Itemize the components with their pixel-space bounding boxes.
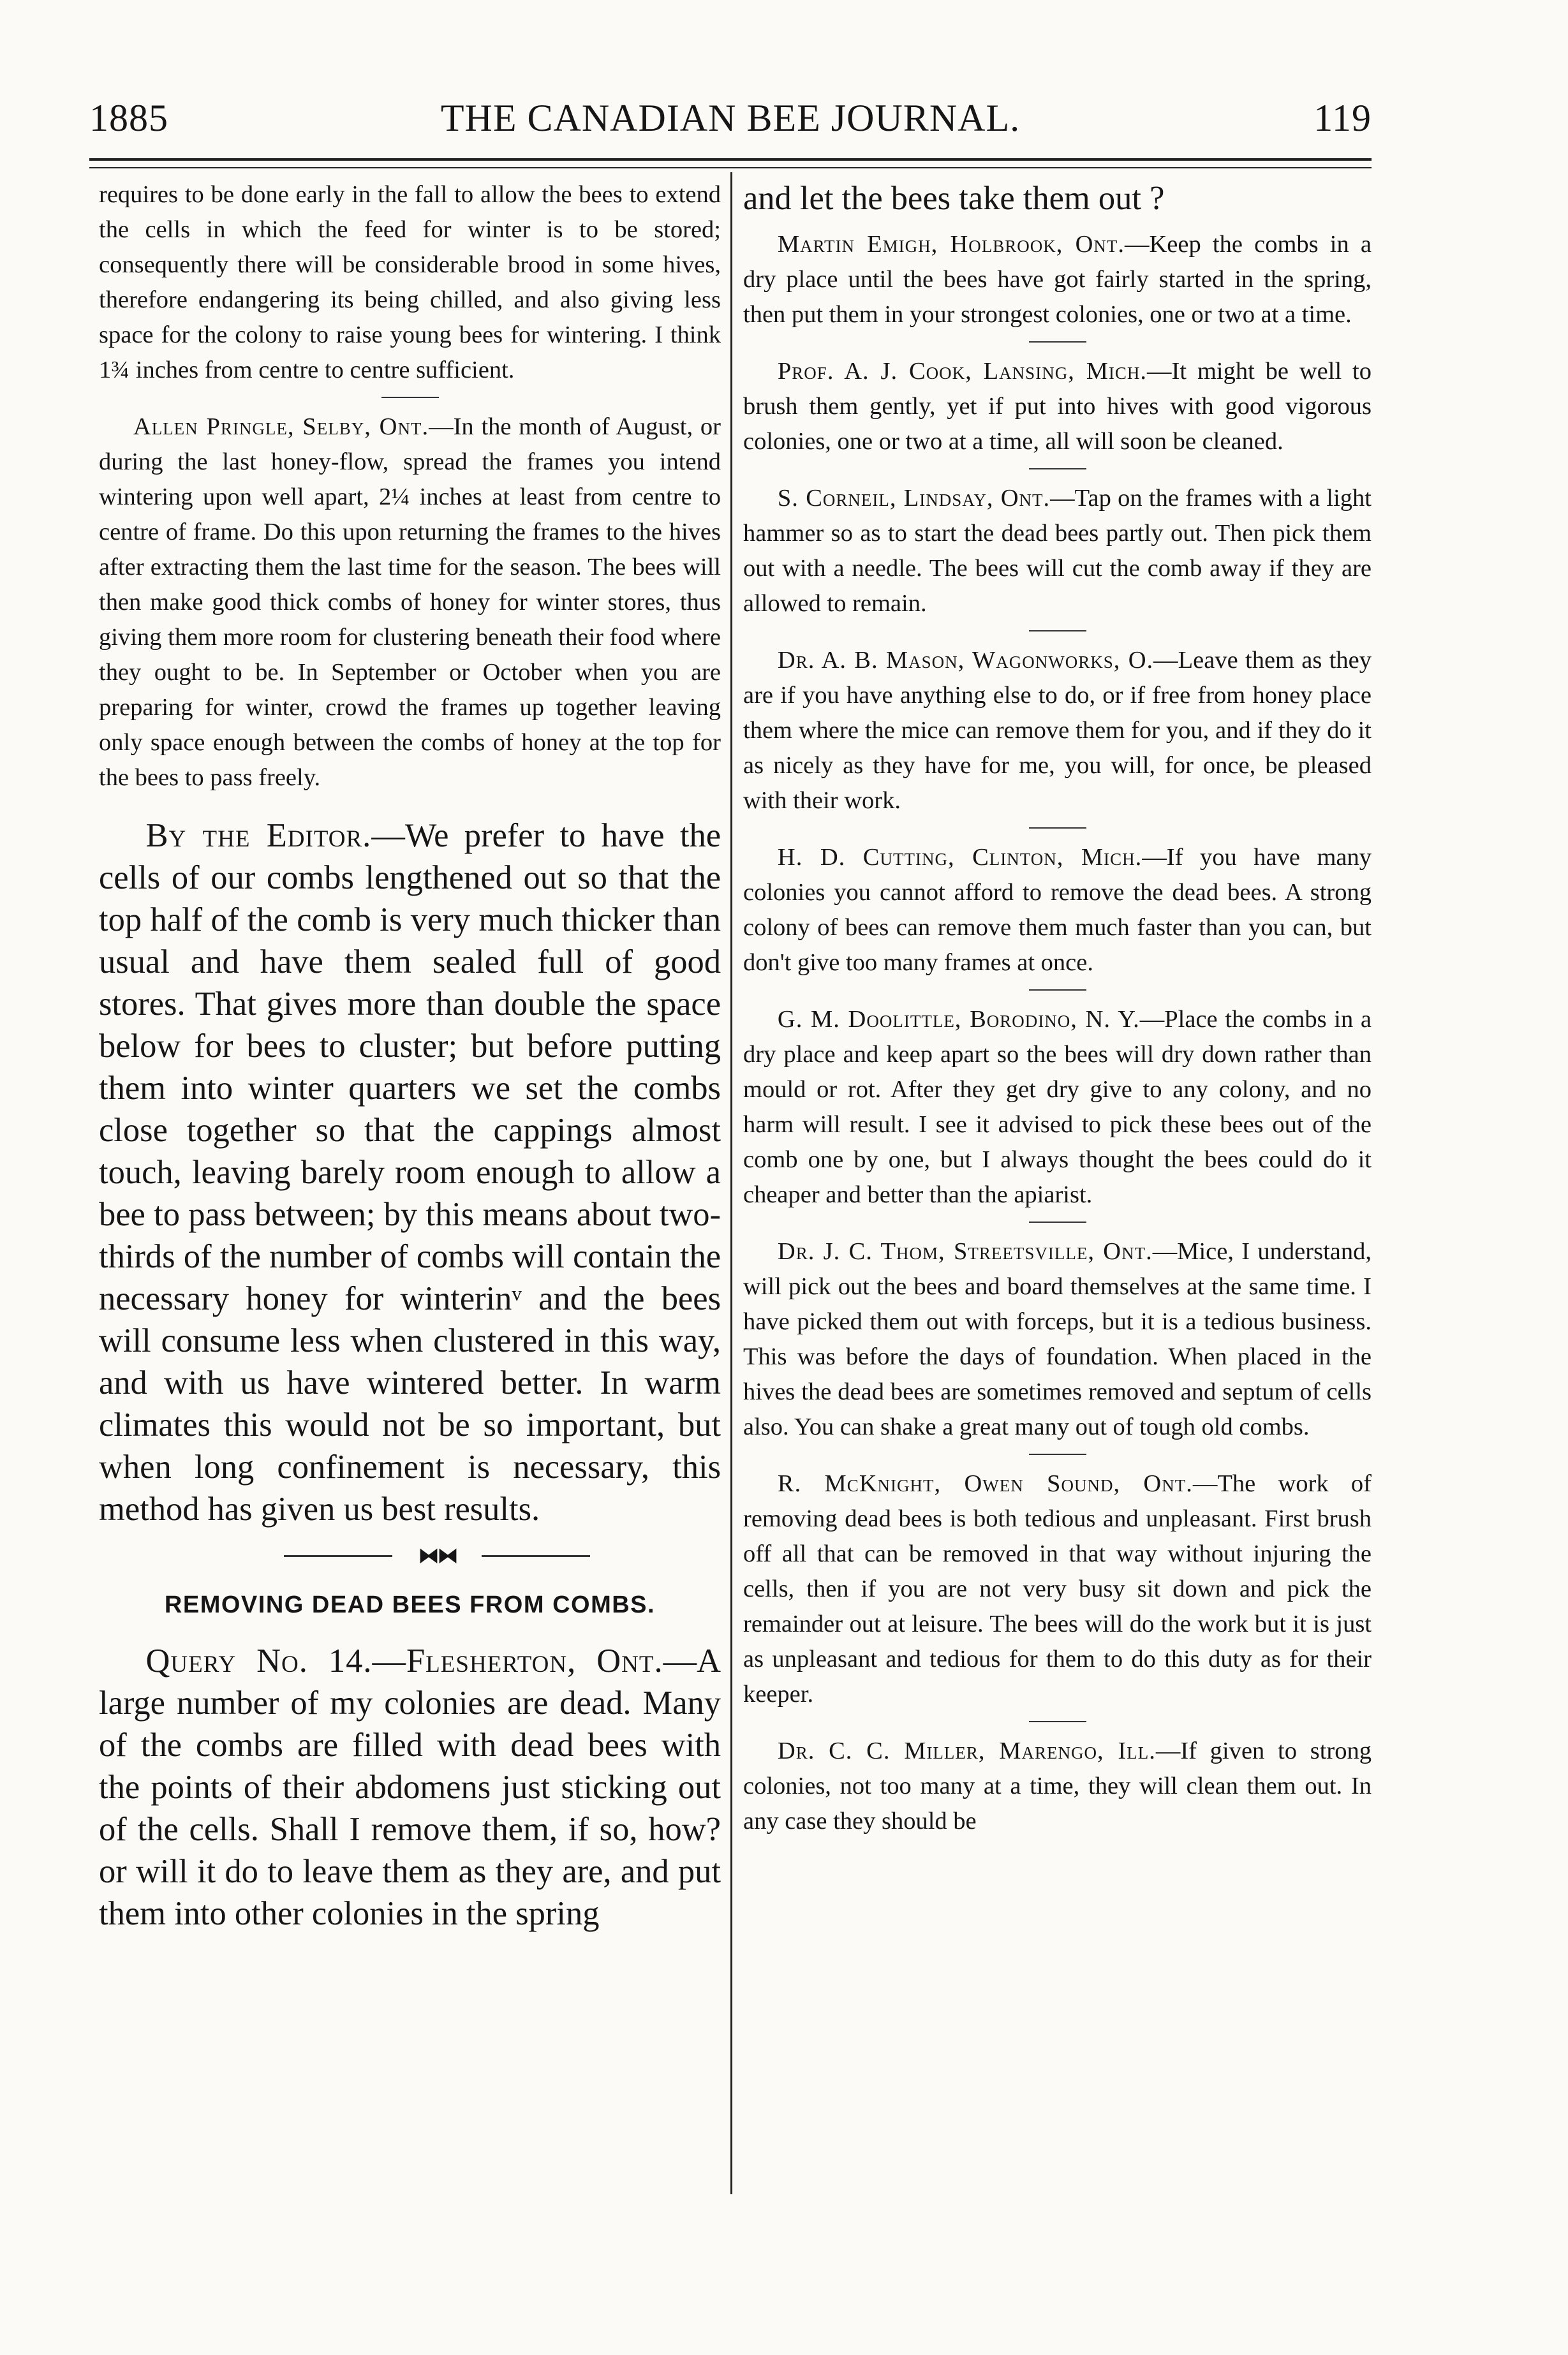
answer-text: —If given to strong colonies, not too many at a time, they will clean them out. In any case they should be	[743, 1738, 1372, 1835]
query-label: Query No. 14.—Flesherton, Ont.	[145, 1643, 663, 1680]
respondent-name: Allen Pringle, Selby, Ont.	[133, 413, 429, 440]
respondent-name: Dr. J. C. Thom, Streetsville, Ont.	[777, 1238, 1153, 1265]
respondent-name: Prof. A. J. Cook, Lansing, Mich.	[777, 358, 1148, 385]
section-heading: REMOVING DEAD BEES FROM COMBS.	[164, 1591, 656, 1618]
left-column	[99, 177, 721, 1935]
answer-text: —Leave them as they are if you have anything else to do, or if free from honey place them where the mice can remove them for you, and if they do it as nicely as they have for me, you will, for once, be pleased with their work.	[743, 647, 1372, 814]
respondent-name: S. Corneil, Lindsay, Ont.	[777, 485, 1051, 512]
answer-text: —The work of removing dead bees is both tedious and unpleasant. First brush off all that can be removed in that way without injuring the cells, then if you are not very busy sit down and pick the remainder out at leisure. The bees will do the work but it is just as unpleasant and tedious for them to do this duty as for their keeper.	[743, 1470, 1372, 1708]
answer-thom	[743, 1234, 1372, 1445]
answer-separator	[1029, 630, 1086, 631]
query-text: —A large number of my colonies are dead. Many of the combs are filled with dead bees with the points of their abdomens just sticking out of the cells. Shall I remove them, if so, how? or will it do to leave them as they are, and put them into other colonies in the spring	[99, 1643, 721, 1932]
respondent-name: R. McKnight, Owen Sound, Ont.	[777, 1470, 1193, 1497]
answer-text: —Tap on the frames with a light hammer so as to start the dead bees partly out. Then pick them out with a needle. The bees will cut the comb away if they are allowed to remain.	[743, 485, 1372, 617]
query-paragraph	[99, 1640, 721, 1935]
answer-cutting	[743, 840, 1372, 980]
answer-pringle	[99, 410, 721, 795]
respondent-name: G. M. Doolittle, Borodino, N. Y.	[777, 1006, 1140, 1033]
answer-text: —Mice, I understand, will pick out the bees and board themselves at the same time. I have picked them out with forceps, but it is a tedious business. This was before the days of foundation. When placed in the hives the dead bees are sometimes removed and septum of cells also. You can shake a great many out of tough old combs.	[743, 1238, 1372, 1440]
header-double-rule	[89, 158, 1372, 168]
respondent-name: Dr. C. C. Miller, Marengo, Ill.	[777, 1738, 1156, 1764]
answer-text: —In the month of August, or during the last honey-flow, spread the frames you intend wintering upon well apart, 2¼ inches at least from centre to centre of frame. Do this upon returning the frames to the hives after extracting them the last time for the season. The bees will then make good thick combs of honey for winter stores, thus giving them more room for clustering beneath their food where they ought to be. In September or October when you are preparing for winter, crowd the frames up together leaving only space enough between the combs of honey at the top for the bees to pass freely.	[99, 413, 721, 791]
editor-text: —We prefer to have the cells of our combs lengthened out so that the top half of the comb is very much thicker than usual and have them sealed full of good stores. That gives more than double the space below for bees to cluster; but before putting them into winter quarters we set the combs close together so that the cappings almost touch, leaving barely room enough to allow a bee to pass between; by this means about two-thirds of the number of combs will contain the necessary honey for winterinᵛ and the bees will consume less when clustered in this way, and with us have wintered better. In warm climates this would not be so important, but when long confinement is necessary, this method has given us best results.	[99, 817, 721, 1528]
answer-separator	[1029, 989, 1086, 991]
answer-corneil	[743, 481, 1372, 621]
answer-separator	[1029, 1222, 1086, 1223]
answer-text: —If you have many colonies you cannot afford to remove the dead bees. A strong colony of bees can remove them much faster than you can, but don't give too many frames at once.	[743, 844, 1372, 976]
answer-mcknight	[743, 1466, 1372, 1712]
header-year: 1885	[89, 97, 168, 139]
page-number: 119	[1313, 97, 1372, 139]
answer-separator	[1029, 1721, 1086, 1722]
answer-cook	[743, 354, 1372, 459]
respondent-name: Dr. A. B. Mason, Wagonworks, O.	[777, 647, 1154, 674]
editor-note	[99, 815, 721, 1530]
answer-text: —Place the combs in a dry place and keep apart so the bees will dry down rather than mould or rot. After they get dry give to any colony, and no harm will result. I see it advised to pick these bees out of the comb one by one, but I always thought the bees could do it cheaper and better than the apiarist.	[743, 1006, 1372, 1208]
editor-label: By the Editor.	[145, 817, 372, 854]
ornament-glyph: ⧓⧓	[418, 1544, 456, 1568]
section-ornament	[99, 1542, 721, 1571]
answer-doolittle	[743, 1002, 1372, 1213]
right-column	[743, 177, 1372, 1839]
journal-title: THE CANADIAN BEE JOURNAL.	[440, 97, 1021, 139]
answer-text: —Keep the combs in a dry place until the bees have got fairly started in the spring, then put them in your strongest colonies, one or two at a time.	[743, 231, 1372, 328]
continuation-paragraph: requires to be done early in the fall to allow the bees to extend the cells in which the feed for winter is to be stored; consequently there will be considerable brood in some hives, therefore endangering its being chilled, and also giving less space for the colony to raise young bees for wintering. I think 1¾ inches from centre to centre sufficient.	[99, 181, 721, 383]
respondent-name: Martin Emigh, Holbrook, Ont.	[777, 231, 1125, 258]
respondent-name: H. D. Cutting, Clinton, Mich.	[777, 844, 1143, 871]
page-header	[89, 92, 1372, 144]
answer-separator	[1029, 1454, 1086, 1455]
answer-emigh	[743, 227, 1372, 332]
answer-mason	[743, 643, 1372, 818]
answer-separator	[1029, 827, 1086, 829]
answer-separator	[1029, 341, 1086, 343]
column-divider	[730, 172, 732, 2194]
answer-separator	[381, 397, 439, 398]
answer-separator	[1029, 468, 1086, 469]
query-end: and let the bees take them out ?	[743, 180, 1165, 217]
answer-miller	[743, 1734, 1372, 1839]
answer-text: —It might be well to brush them gently, yet if put into hives with good vigorous colonies, one or two at a time, all will soon be cleaned.	[743, 358, 1372, 455]
